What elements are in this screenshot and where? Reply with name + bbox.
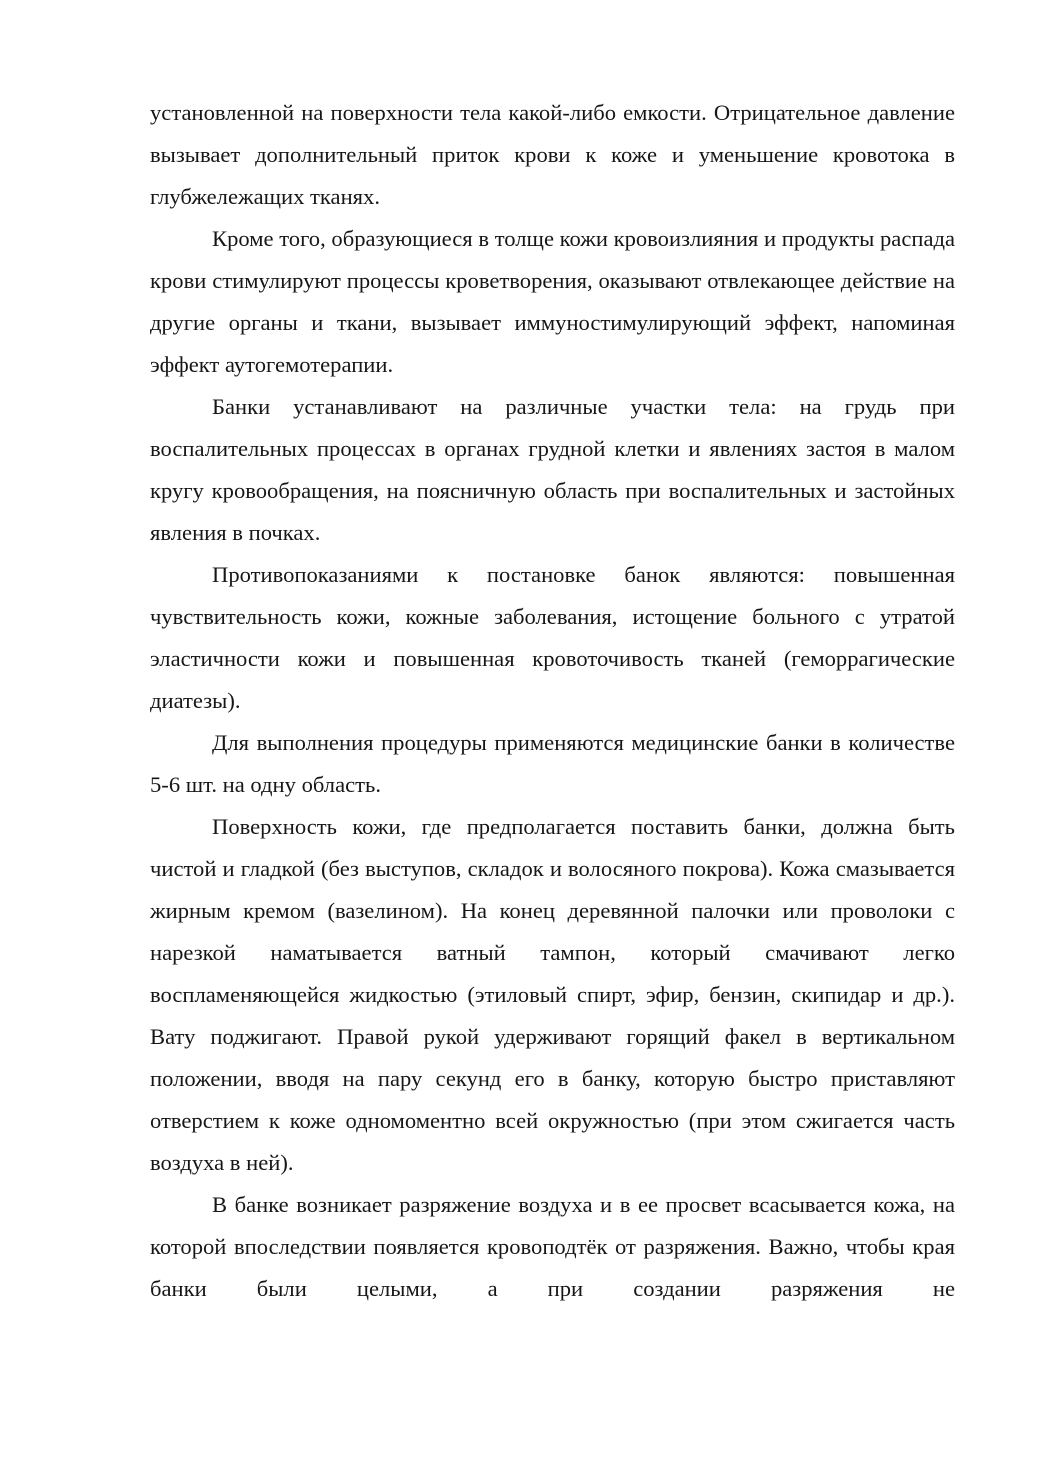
paragraph-7: В банке возникает разряжение воздуха и в ее просвет всасывается кожа, на которой впоследствии появляется кровоподтёк от разряжения. Важно, чтобы края банки были целыми, а при создании разряжения не <box>150 1192 955 1301</box>
paragraph-1: установленной на поверхности тела какой-либо емкости. Отрицательное давление вызывает дополнительный приток крови к коже и уменьшение кровотока в глубжележащих тканях. <box>150 100 955 209</box>
paragraph-2: Кроме того, образующиеся в толще кожи кровоизлияния и продукты распада крови стимулируют процессы кроветворения, оказывают отвлекающее действие на другие органы и ткани, вызывает иммуностимулирующий эффект, напоминая эффект аутогемотерапии. <box>150 226 955 377</box>
paragraph-4: Противопоказаниями к постановке банок являются: повышенная чувствительность кожи, кожные заболевания, истощение больного с утратой эластичности кожи и повышенная кровоточивость тканей (геморрагические диатезы). <box>150 562 955 713</box>
paragraph-6: Поверхность кожи, где предполагается поставить банки, должна быть чистой и гладкой (без выступов, складок и волосяного покрова). Кожа смазывается жирным кремом (вазелином). На конец деревянной палочки или проволоки с нарезкой наматывается ватный тампон, который смачивают легко воспламеняющейся жидкостью (этиловый спирт, эфир, бензин, скипидар и др.). Вату поджигают. Правой рукой удерживают горящий факел в вертикальном положении, вводя на пару секунд его в банку, которую быстро приставляют отверстием к коже одномоментно всей окружностью (при этом сжигается часть воздуха в ней). <box>150 814 955 1175</box>
paragraph-3: Банки устанавливают на различные участки тела: на грудь при воспалительных процессах в органах грудной клетки и явлениях застоя в малом кругу кровообращения, на поясничную область при воспалительных и застойных явления в почках. <box>150 394 955 545</box>
paragraph-5: Для выполнения процедуры применяются медицинские банки в количестве 5-6 шт. на одну область. <box>150 730 955 797</box>
